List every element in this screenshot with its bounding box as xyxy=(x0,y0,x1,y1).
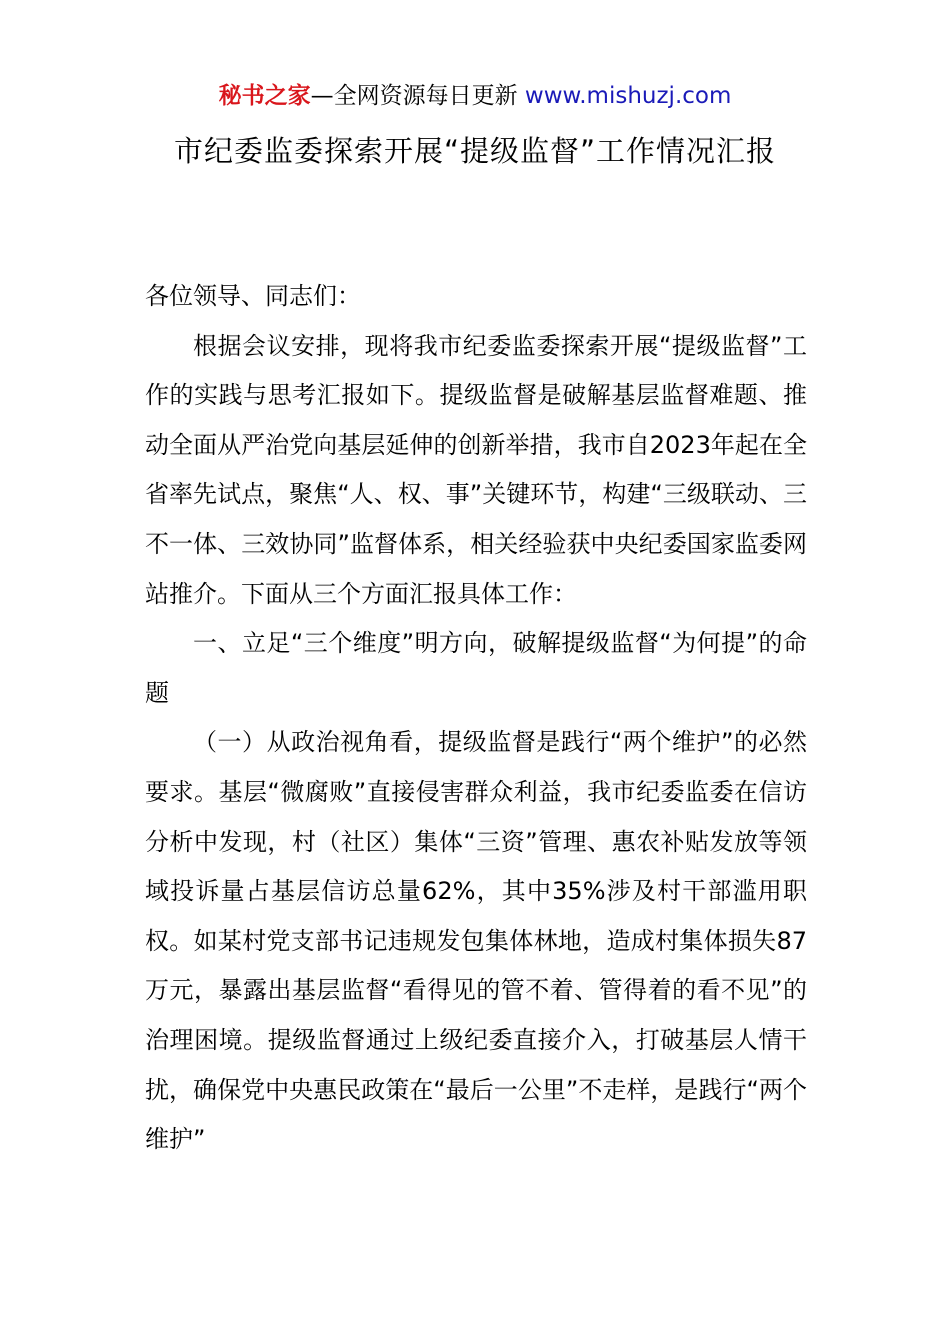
site-url-link[interactable]: www.mishuzj.com xyxy=(524,83,732,109)
section-heading-1: 一、立足“三个维度”明方向，破解提级监督“为何提”的命题 xyxy=(145,629,807,707)
site-brand: 秘书之家 xyxy=(218,83,311,109)
document-body xyxy=(145,272,807,1165)
salutation: 各位领导、同志们： xyxy=(145,282,361,310)
paragraph-intro: 根据会议安排，现将我市纪委监委探索开展“提级监督”工作的实践与思考汇报如下。提级监督是破解基层监督难题、推动全面从严治党向基层延伸的创新举措，我市自2023年起在全省率先试点，聚焦“人、权、事”关键环节，构建“三级联动、三不一体、三效协同”监督体系，相关经验获中央纪委国家监委网站推介。下面从三个方面汇报具体工作： xyxy=(145,331,807,608)
site-tagline: —全网资源每日更新 xyxy=(310,83,525,109)
document-title: 市纪委监委探索开展“提级监督”工作情况汇报 xyxy=(173,134,777,168)
site-header xyxy=(0,80,950,112)
paragraph-political-view: （一）从政治视角看，提级监督是践行“两个维护”的必然要求。基层“微腐败”直接侵害群众利益，我市纪委监委在信访分析中发现，村（社区）集体“三资”管理、惠农补贴发放等领域投诉量占基层信访总量62%，其中35%涉及村干部滥用职权。如某村党支部书记违规发包集体林地，造成村集体损失87万元，暴露出基层监督“看得见的管不着、管得着的看不见”的治理困境。提级监督通过上级纪委直接介入，打破基层人情干扰，确保党中央惠民政策在“最后一公里”不走样，是践行“两个维护” xyxy=(145,728,807,1154)
